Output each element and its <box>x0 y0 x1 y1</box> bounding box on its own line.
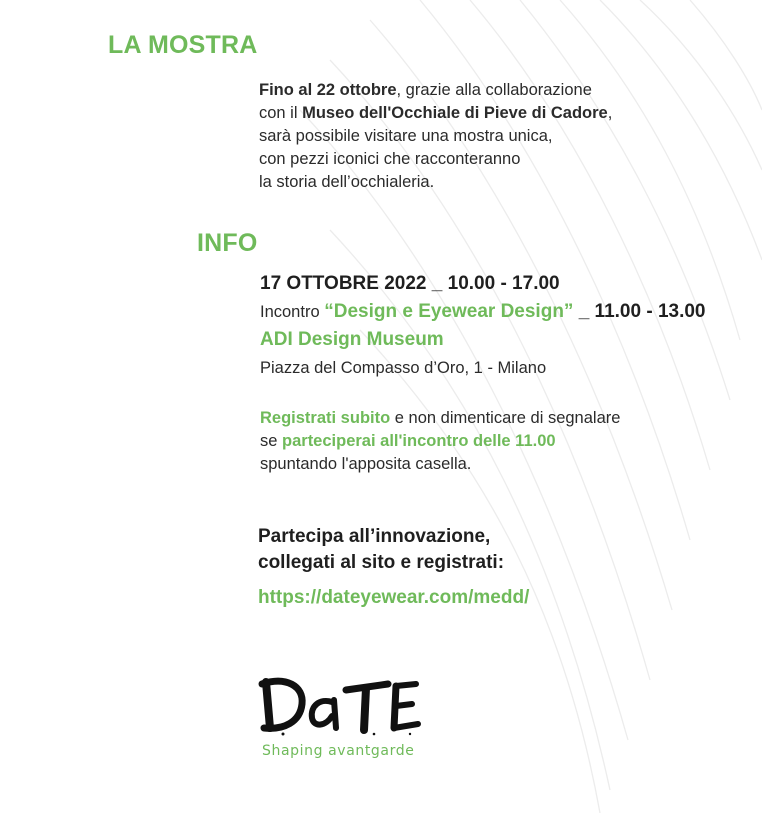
register-line-3: spuntando l'apposita casella. <box>260 455 472 473</box>
mostra-line-4: con pezzi iconici che racconteranno <box>259 150 521 168</box>
mostra-line-2-post: , <box>607 104 613 122</box>
event-title: “Design e Eyewear Design” <box>324 301 574 322</box>
attend-meeting-highlight[interactable]: parteciperai all'incontro delle 11.00 <box>282 432 556 450</box>
register-line-2-pre: se <box>260 432 283 450</box>
mostra-line-1-rest: , grazie alla collaborazione <box>396 81 592 99</box>
mostra-line-2-pre: con il <box>259 104 303 122</box>
mostra-description <box>259 79 612 194</box>
info-details <box>260 271 706 380</box>
register-line-2 <box>260 430 620 453</box>
call-to-action <box>258 524 529 611</box>
cta-line-1: Partecipa all’innovazione, <box>258 526 491 547</box>
mostra-date-highlight: Fino al 22 ottobre <box>259 81 397 99</box>
event-line <box>260 298 706 327</box>
logo-tagline: Shaping avantgarde <box>262 743 415 759</box>
date-brush-logo-icon <box>256 672 426 742</box>
register-notice <box>260 407 620 476</box>
registration-url-link[interactable]: https://dateyewear.com/medd/ <box>258 587 530 608</box>
mostra-line-2 <box>259 102 612 125</box>
register-line-1-rest: e non dimenticare di segnalare <box>390 409 621 427</box>
section-title-info: INFO <box>197 229 258 257</box>
museum-name: Museo dell'Occhiale di Pieve di Cadore <box>302 104 608 122</box>
date-logo <box>256 672 426 759</box>
mostra-line-3: sarà possibile visitare una mostra unica, <box>259 127 553 145</box>
register-now-link[interactable]: Registrati subito <box>260 409 391 427</box>
register-line-1 <box>260 407 620 430</box>
venue-name: ADI Design Museum <box>260 329 444 350</box>
section-title-la-mostra: LA MOSTRA <box>108 31 258 59</box>
mostra-line-1 <box>259 79 612 102</box>
event-time: _ 11.00 - 13.00 <box>573 301 706 322</box>
cta-line-2: collegati al sito e registrati: <box>258 552 505 573</box>
event-prefix: Incontro <box>260 303 325 321</box>
event-date: 17 OTTOBRE 2022 _ 10.00 - 17.00 <box>260 273 560 294</box>
mostra-line-5: la storia dell’occhialeria. <box>259 173 435 191</box>
venue-address: Piazza del Compasso d’Oro, 1 - Milano <box>260 359 547 377</box>
